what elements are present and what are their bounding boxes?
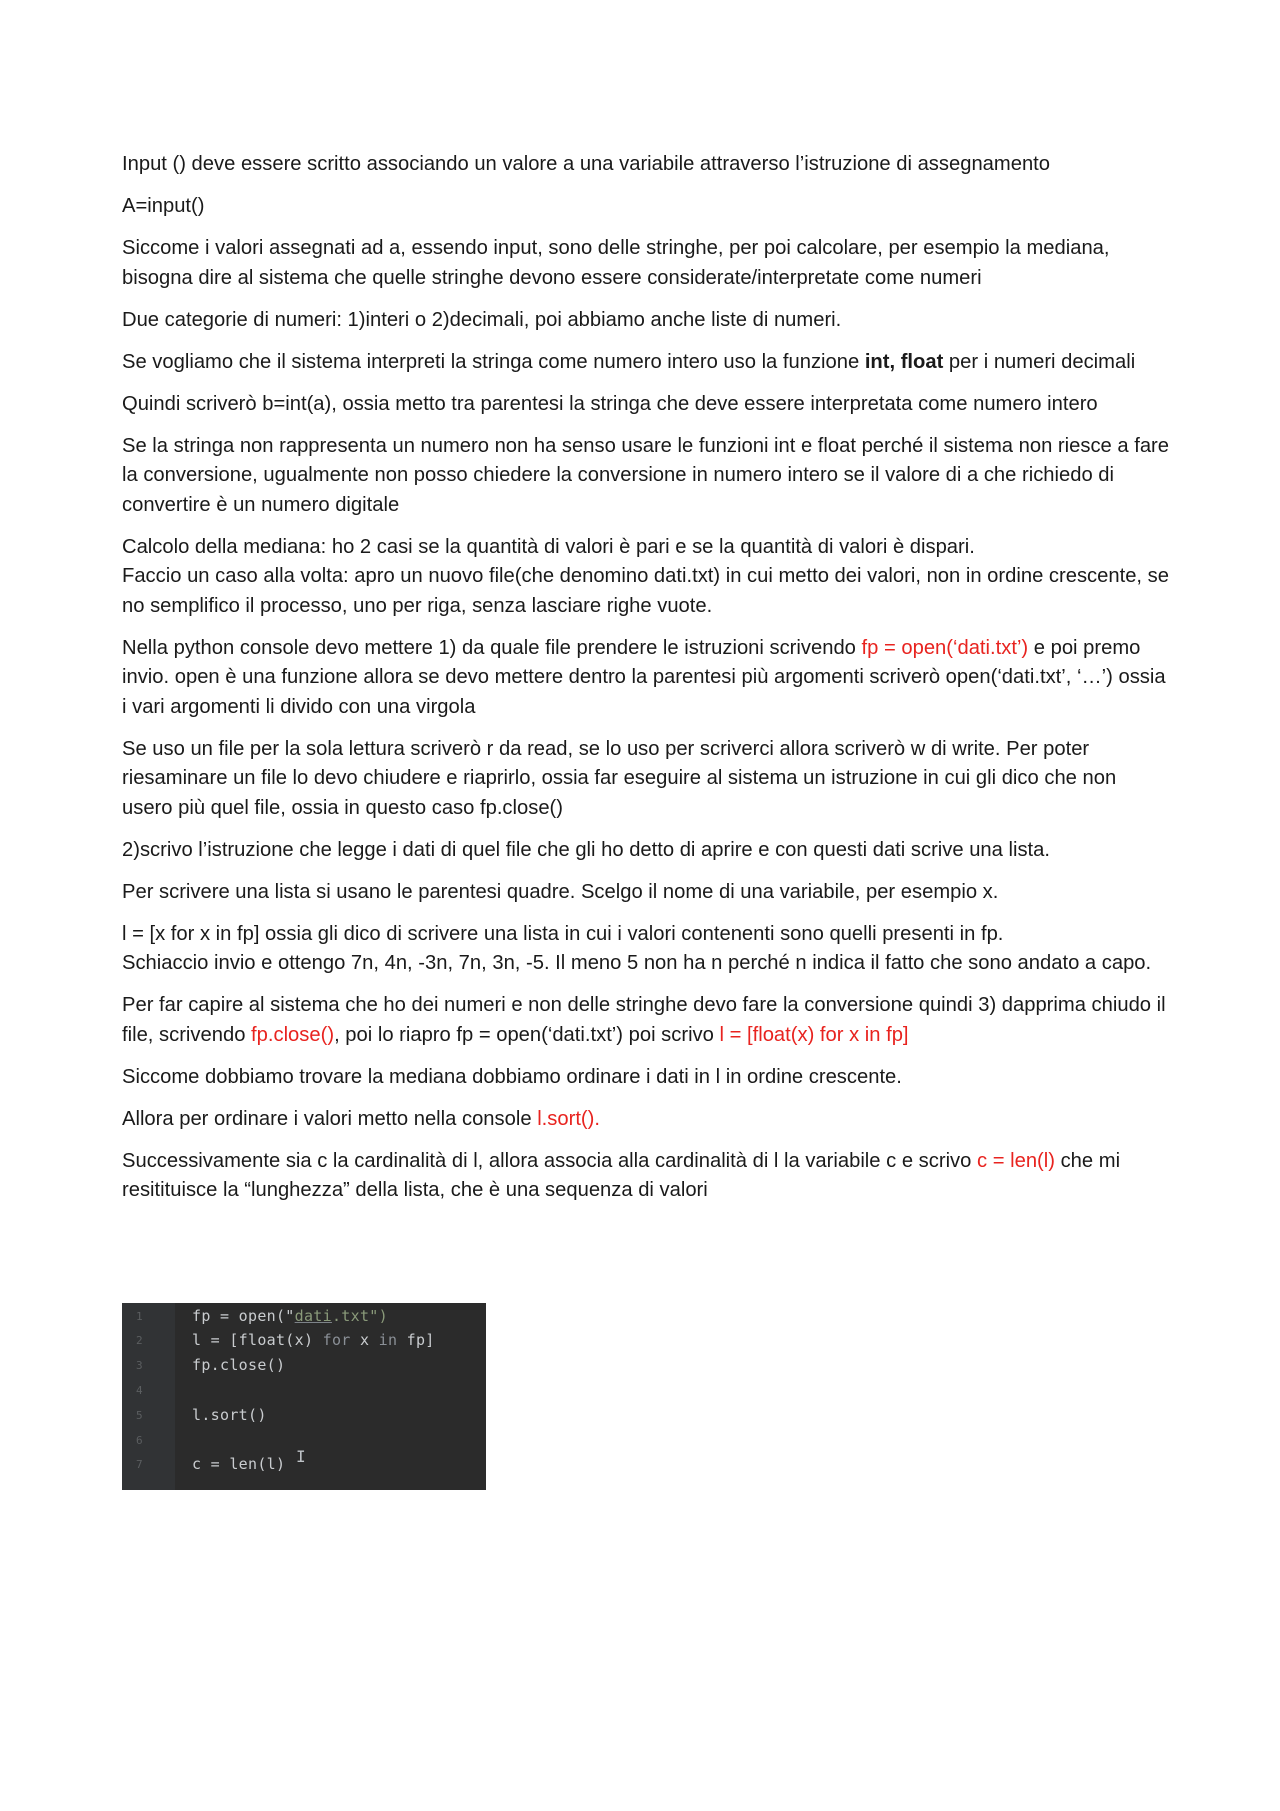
text: Se uso un file per la sola lettura scriverò r da read, se lo uso per scriverci allora scriverò w di write. Per poter riesaminare un file lo devo chiudere e riaprirlo, ossia far eseguire al sistema un istruzione in cui gli dico che non usero più quel file, ossia in questo caso fp.close() [122, 737, 1117, 819]
line-number: 4 [136, 1384, 143, 1397]
red-code-text: fp = open(‘dati.txt’) [861, 636, 1029, 659]
text: l = [x for x in fp] ossia gli dico di scrivere una lista in cui i valori contenenti sono quelli presenti in fp. [122, 922, 1004, 945]
line-number: 7 [136, 1458, 143, 1471]
text: Per far capire al sistema che ho dei numeri e non delle stringhe devo fare la conversione quindi 3) dapprima chiudo il file, scrivendo [122, 994, 1166, 1046]
code-token: l = [float(x) [192, 1331, 323, 1349]
text: Siccome i valori assegnati ad a, essendo input, sono delle stringhe, per poi calcolare, per esempio la mediana, bisogna dire al sistema che quelle stringhe devono essere considerate/interpretate come numeri [122, 237, 1110, 289]
line-number: 6 [136, 1434, 143, 1447]
red-code-text: l = [float(x) for x in fp] [719, 1023, 909, 1046]
text: Se vogliamo che il sistema interpreti la stringa come numero intero uso la funzione [122, 350, 865, 373]
text: Siccome dobbiamo trovare la mediana dobbiamo ordinare i dati in l in ordine crescente. [122, 1065, 902, 1088]
line-number: 2 [136, 1334, 143, 1347]
text: 2)scrivo l’istruzione che legge i dati di quel file che gli ho detto di aprire e con questi dati scrive una lista. [122, 838, 1051, 861]
document-body [122, 150, 1172, 1218]
code-line-2 [192, 1331, 435, 1349]
text: Input () deve essere scritto associando un valore a una variabile attraverso l’istruzione di assegnamento [122, 153, 1051, 175]
text: Calcolo della mediana: ho 2 casi se la quantità di valori è pari e se la quantità di valori è dispari. [122, 535, 975, 558]
text: Allora per ordinare i valori metto nella console [122, 1107, 538, 1130]
paragraph-open-file [122, 634, 1172, 723]
text: per i numeri decimali [943, 350, 1136, 373]
paragraph-list-comprehension [122, 920, 1172, 979]
text-cursor-icon: I [296, 1447, 306, 1466]
red-code-text: c = len(l) [977, 1149, 1055, 1172]
line-number: 5 [136, 1409, 143, 1422]
red-code-text: fp.close() [251, 1023, 335, 1046]
code-line-3: fp.close() [192, 1356, 286, 1374]
code-token: x [350, 1331, 379, 1349]
paragraph-read-write [122, 735, 1172, 824]
bold-text: int, float [864, 350, 944, 373]
paragraph-list [122, 878, 1172, 908]
line-number-gutter [122, 1303, 175, 1490]
paragraph-median [122, 533, 1172, 622]
paragraph-int-float [122, 348, 1172, 378]
line-number: 1 [136, 1310, 143, 1323]
red-code-text: l.sort(). [537, 1107, 600, 1130]
code-keyword: for [322, 1331, 351, 1349]
code-token: fp = open(" [192, 1307, 295, 1325]
text: Faccio un caso alla volta: apro un nuovo file(che denomino dati.txt) in cui metto dei valori, non in ordine crescente, se no semplifico il processo, uno per riga, senza lasciare righe vuote. [122, 565, 1169, 617]
text: Due categorie di numeri: 1)interi o 2)decimali, poi abbiamo anche liste di numeri. [122, 308, 842, 331]
code-token: dati [294, 1307, 332, 1325]
code-keyword: in [378, 1331, 398, 1349]
text: Successivamente sia c la cardinalità di l, allora associa alla cardinalità di l la variabile c e scrivo [122, 1149, 977, 1172]
text: Quindi scriverò b=int(a), ossia metto tra parentesi la stringa che deve essere interpretata come numero intero [122, 392, 1098, 415]
code-token: fp] [397, 1331, 435, 1349]
text: Se la stringa non rappresenta un numero non ha senso usare le funzioni int e float perché il sistema non riesce a fare la conversione, ugualmente non posso chiedere la conversione in numero intero se il valore di a che richiedo di convertire è un numero digitale [122, 434, 1170, 516]
paragraph-number-categories [122, 306, 1172, 336]
text: Nella python console devo mettere 1) da quale file prendere le istruzioni scrivendo [122, 636, 862, 659]
text: Schiaccio invio e ottengo 7n, 4n, -3n, 7n, 3n, -5. Il meno 5 non ha n perché n indica il fatto che sono andato a capo. [122, 952, 1152, 974]
paragraph-int-example [122, 390, 1172, 420]
line-number: 3 [136, 1359, 143, 1372]
paragraph-input [122, 150, 1172, 180]
paragraph-conversion [122, 432, 1172, 521]
text: A=input() [122, 195, 205, 217]
text: Per scrivere una lista si usano le parentesi quadre. Scelgo il nome di una variabile, per esempio x. [122, 880, 999, 903]
code-line-5: l.sort() [192, 1406, 267, 1424]
code-line-7: c = len(l) [192, 1455, 286, 1473]
paragraph-sort [122, 1105, 1172, 1135]
paragraph-assignment-example [122, 192, 1172, 222]
paragraph-strings [122, 234, 1172, 293]
code-token: .txt") [331, 1307, 388, 1325]
text: , poi lo riapro fp = open(‘dati.txt’) poi scrivo [334, 1023, 720, 1046]
text: e poi premo invio. open è una funzione allora se devo mettere dentro la parentesi più argomenti scriverò open(‘dati.txt’, ‘…’) ossia i vari argomenti li divido con una virgola [122, 636, 1166, 718]
paragraph-sort-need [122, 1063, 1172, 1093]
paragraph-len [122, 1147, 1172, 1206]
paragraph-read-data [122, 836, 1172, 866]
paragraph-float-conversion [122, 991, 1172, 1050]
code-line-1 [192, 1307, 388, 1325]
text: che mi resitituisce la “lunghezza” della lista, che è una sequenza di valori [122, 1149, 1121, 1201]
